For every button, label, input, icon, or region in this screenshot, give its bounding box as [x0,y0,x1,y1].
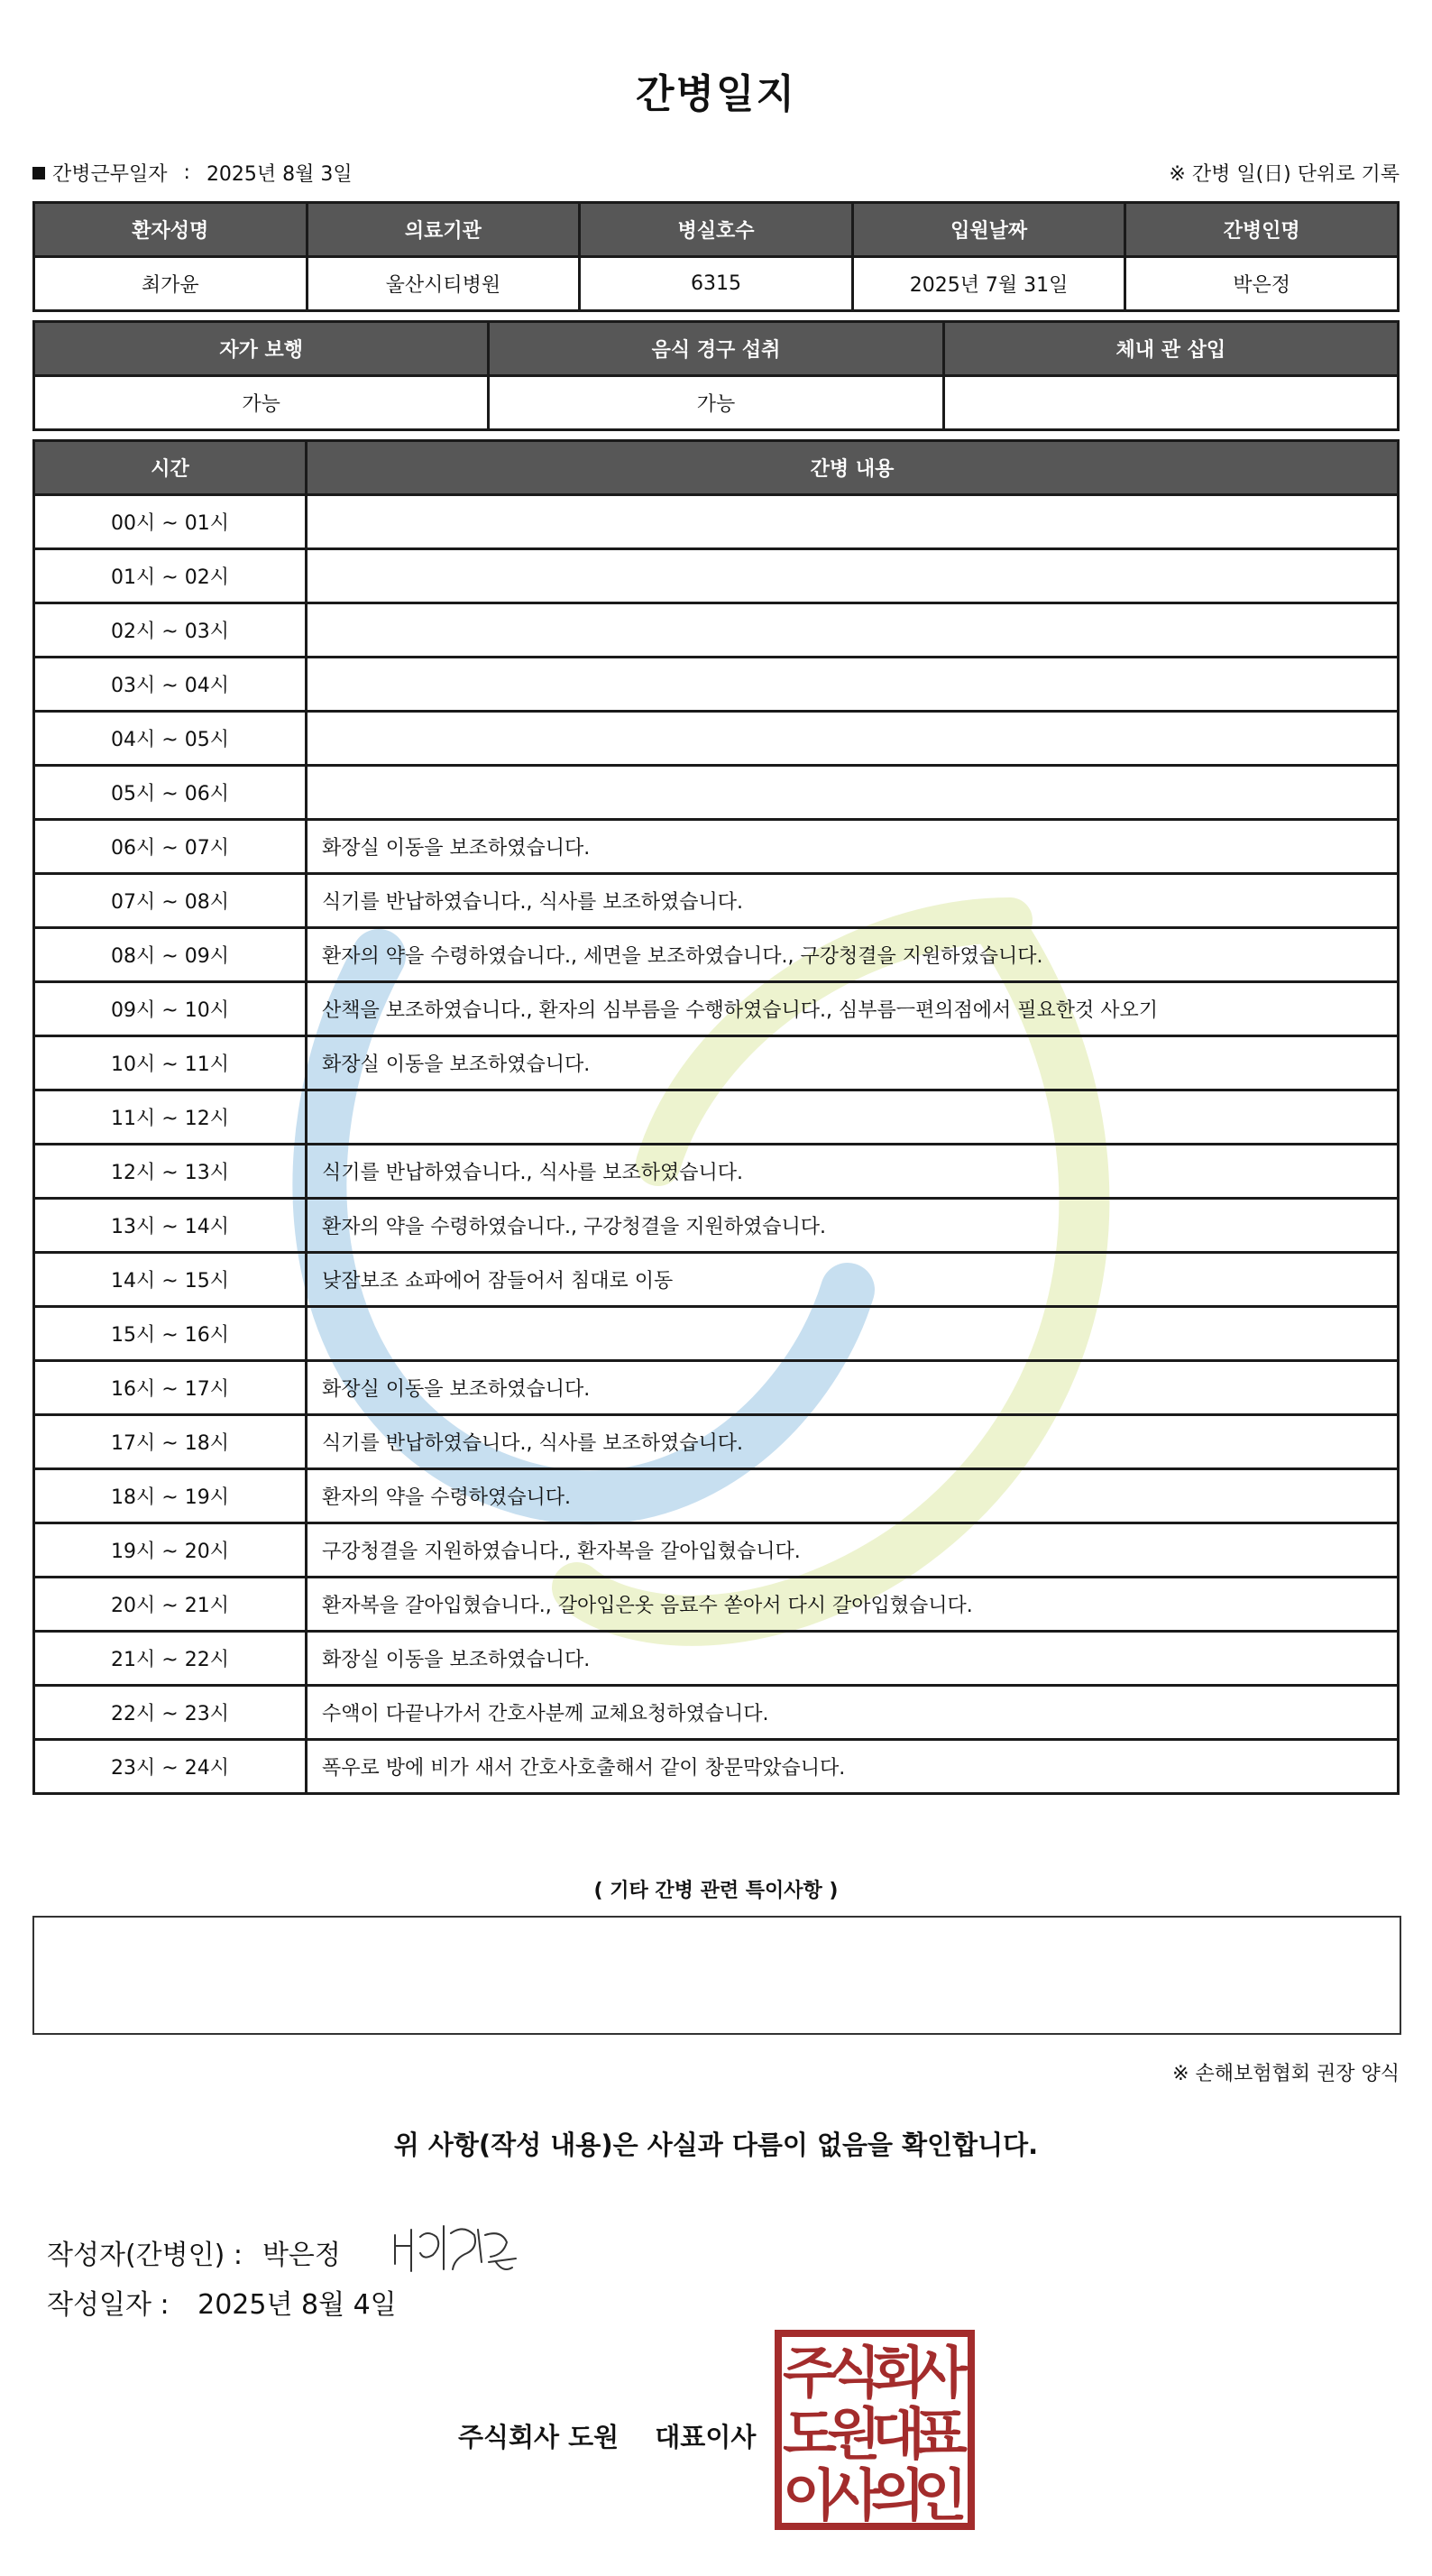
log-row [34,658,1399,712]
log-time: 23시 ~ 24시 [34,1740,307,1794]
log-row [34,1036,1399,1090]
log-header-row [34,441,1399,495]
log-time: 16시 ~ 17시 [34,1361,307,1415]
oral-intake-value: 가능 [489,376,943,430]
header-time: 시간 [34,441,307,495]
log-row [34,874,1399,928]
svg-text:사: 사 [827,2462,881,2528]
written-date-label: 작성일자 : [47,2289,170,2321]
log-content: 수액이 다끝나가서 간호사분께 교체요청하였습니다. [307,1686,1399,1740]
header-admission-date: 입원날짜 [852,203,1125,257]
log-time: 01시 ~ 02시 [34,549,307,603]
log-content: 환자복을 갈아입혔습니다., 갈아입은옷 음료수 쏟아서 다시 갈아입혔습니다. [307,1578,1399,1632]
log-time: 17시 ~ 18시 [34,1415,307,1469]
record-note: ※ 간병 일(日) 단위로 기록 [1169,163,1400,186]
log-content: 환자의 약을 수령하였습니다. [307,1469,1399,1523]
log-content: 화장실 이동을 보조하였습니다. [307,1036,1399,1090]
log-row [34,1361,1399,1415]
other-notes-box [32,1916,1401,2035]
log-content [307,766,1399,820]
handwritten-signature [388,2217,523,2287]
log-row [34,1090,1399,1145]
log-time: 06시 ~ 07시 [34,820,307,874]
svg-text:주: 주 [783,2340,837,2406]
log-time: 18시 ~ 19시 [34,1469,307,1523]
log-body [34,495,1399,1794]
room-number: 6315 [580,257,853,311]
log-time: 07시 ~ 08시 [34,874,307,928]
log-row [34,1578,1399,1632]
writer-line [47,2217,523,2287]
svg-text:이: 이 [783,2462,837,2528]
caregiver-name: 박은정 [1125,257,1399,311]
log-row [34,928,1399,982]
log-row [34,982,1399,1036]
log-time: 19시 ~ 20시 [34,1523,307,1578]
status-header-row [34,322,1399,376]
svg-text:표: 표 [913,2401,968,2467]
log-content [307,1090,1399,1145]
log-content [307,1307,1399,1361]
log-row [34,712,1399,766]
log-row [34,1469,1399,1523]
duty-date-value: 2025년 8월 3일 [206,163,353,186]
log-time: 11시 ~ 12시 [34,1090,307,1145]
log-time: 12시 ~ 13시 [34,1145,307,1199]
log-content [307,603,1399,658]
header-oral-intake: 음식 경구 섭취 [489,322,943,376]
writer-name: 박은정 [262,2240,341,2271]
log-time: 15시 ~ 16시 [34,1307,307,1361]
header-patient-name: 환자성명 [34,203,308,257]
header-room: 병실호수 [580,203,853,257]
log-content: 화장실 이동을 보조하였습니다. [307,820,1399,874]
log-time: 03시 ~ 04시 [34,658,307,712]
other-notes-title: ( 기타 간병 관련 특이사항 ) [593,1880,839,1902]
log-content: 환자의 약을 수령하였습니다., 구강청결을 지원하였습니다. [307,1199,1399,1253]
header-caregiver: 간병인명 [1125,203,1399,257]
header-tube: 체내 관 삽입 [943,322,1398,376]
patient-info-table [32,201,1400,312]
tube-value [943,376,1398,430]
header-walking: 자가 보행 [34,322,489,376]
log-time: 04시 ~ 05시 [34,712,307,766]
log-content [307,712,1399,766]
log-row [34,603,1399,658]
svg-text:식: 식 [827,2340,881,2406]
log-content: 화장실 이동을 보조하였습니다. [307,1361,1399,1415]
log-row [34,1523,1399,1578]
log-content: 식기를 반납하였습니다., 식사를 보조하였습니다. [307,1145,1399,1199]
header-care-content: 간병 내용 [307,441,1399,495]
log-content: 폭우로 방에 비가 새서 간호사호출해서 같이 창문막았습니다. [307,1740,1399,1794]
log-content: 환자의 약을 수령하였습니다., 세면을 보조하였습니다., 구강청결을 지원하였습니다. [307,928,1399,982]
duty-date-separator: : [183,161,190,184]
confirmation-statement: 위 사항(작성 내용)은 사실과 다름이 없음을 확인합니다. [393,2130,1039,2160]
bullet-square-icon [32,167,45,179]
log-content: 산책을 보조하였습니다., 환자의 심부름을 수행하였습니다., 심부름ㅡ편의점에서 필요한것 사오기 [307,982,1399,1036]
log-time: 13시 ~ 14시 [34,1199,307,1253]
log-row [34,1145,1399,1199]
log-row [34,549,1399,603]
svg-text:사: 사 [913,2340,968,2406]
log-content: 낮잠보조 쇼파에어 잠들어서 침대로 이동 [307,1253,1399,1307]
log-content [307,549,1399,603]
company-name: 주식회사 도원 [458,2422,620,2452]
written-date-line [47,2282,397,2322]
svg-text:회: 회 [871,2340,925,2406]
log-content [307,658,1399,712]
log-time: 10시 ~ 11시 [34,1036,307,1090]
walking-value: 가능 [34,376,489,430]
log-time: 09시 ~ 10시 [34,982,307,1036]
log-row [34,1307,1399,1361]
log-content: 화장실 이동을 보조하였습니다. [307,1632,1399,1686]
log-row [34,1632,1399,1686]
log-content [307,495,1399,549]
status-value-row [34,376,1399,430]
log-time: 00시 ~ 01시 [34,495,307,549]
header-hospital: 의료기관 [307,203,580,257]
patient-name: 최가윤 [34,257,308,311]
log-time: 20시 ~ 21시 [34,1578,307,1632]
log-time: 14시 ~ 15시 [34,1253,307,1307]
svg-text:도: 도 [783,2401,837,2467]
duty-date [32,159,353,187]
log-content: 구강청결을 지원하였습니다., 환자복을 갈아입혔습니다. [307,1523,1399,1578]
page-title: 간병일지 [635,71,796,117]
hospital: 울산시티병원 [307,257,580,311]
company-title: 대표이사 [655,2422,757,2452]
log-row [34,1686,1399,1740]
svg-text:원: 원 [827,2401,881,2467]
recommend-note: ※ 손해보험협회 권장 양식 [1172,2063,1400,2085]
log-row [34,495,1399,549]
writer-label: 작성자(간병인) : [47,2240,243,2271]
log-row [34,820,1399,874]
status-table [32,320,1400,431]
patient-value-row [34,257,1399,311]
patient-header-row [34,203,1399,257]
duty-date-label: 간병근무일자 [52,163,168,186]
written-date-value: 2025년 8월 4일 [197,2289,397,2321]
log-time: 21시 ~ 22시 [34,1632,307,1686]
log-time: 08시 ~ 09시 [34,928,307,982]
log-content: 식기를 반납하였습니다., 식사를 보조하였습니다. [307,874,1399,928]
admission-date: 2025년 7월 31일 [852,257,1125,311]
log-time: 22시 ~ 23시 [34,1686,307,1740]
svg-text:의: 의 [871,2462,925,2528]
care-log-table [32,439,1400,1795]
log-row [34,1199,1399,1253]
log-row [34,1253,1399,1307]
log-time: 02시 ~ 03시 [34,603,307,658]
svg-text:인: 인 [913,2462,968,2528]
log-row [34,766,1399,820]
log-row [34,1740,1399,1794]
log-time: 05시 ~ 06시 [34,766,307,820]
svg-text:대: 대 [871,2401,925,2467]
log-row [34,1415,1399,1469]
company-line [458,2417,756,2454]
log-content: 식기를 반납하였습니다., 식사를 보조하였습니다. [307,1415,1399,1469]
company-seal-stamp [774,2329,976,2531]
